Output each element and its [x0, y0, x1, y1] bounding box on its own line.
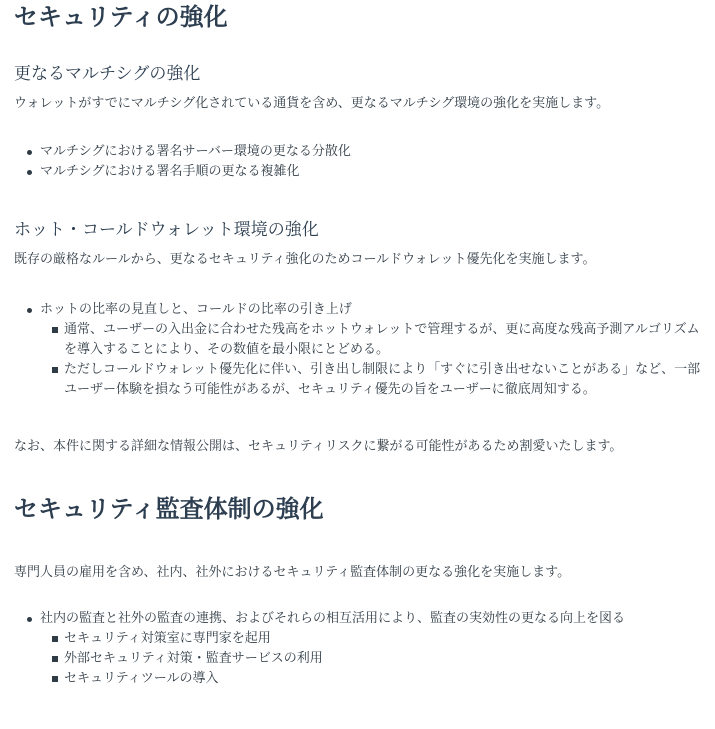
audit-sublist [40, 629, 701, 689]
sub-list-item: ただしコールドウォレット優先化に伴い、引き出し制限により「すぐに引き出せないことがある」など、一部ユーザー体験を損なう可能性があるが、セキュリティ優先の旨をユーザーに徹底周知する。 [40, 360, 701, 400]
list-item [14, 300, 701, 400]
multisig-heading: 更なるマルチシグの強化 [14, 64, 201, 84]
list-item: マルチシグにおける署名手順の更なる複雑化 [14, 162, 701, 182]
multisig-list [14, 142, 701, 182]
hotcold-description: 既存の厳格なルールから、更なるセキュリティ強化のためコールドウォレット優先化を実施します。 [14, 252, 596, 267]
hotcold-list [14, 300, 701, 400]
list-item: マルチシグにおける署名サーバー環境の更なる分散化 [14, 142, 701, 162]
sub-list-item: セキュリティツールの導入 [40, 669, 701, 689]
list-item-text: ホットの比率の見直しと、コールドの比率の引き上げ [40, 302, 352, 317]
audit-description: 専門人員の雇用を含め、社内、社外におけるセキュリティ監査体制の更なる強化を実施します。 [14, 565, 571, 580]
sub-list-item: 外部セキュリティ対策・監査サービスの利用 [40, 649, 701, 669]
sub-list-item: 通常、ユーザーの入出金に合わせた残高をホットウォレットで管理するが、更に高度な残高予測アルゴリズムを導入することにより、その数値を最小限にとどめる。 [40, 320, 701, 360]
list-item [14, 609, 701, 689]
sub-list-item: セキュリティ対策室に専門家を起用 [40, 629, 701, 649]
security-section-title: セキュリティの強化 [14, 3, 228, 31]
list-item-text: 社内の監査と社外の監査の連携、およびそれらの相互活用により、監査の実効性の更なる向上を図る [40, 611, 626, 626]
disclosure-note: なお、本件に関する詳細な情報公開は、セキュリティリスクに繋がる可能性があるため割愛いたします。 [14, 439, 623, 454]
audit-section-title: セキュリティ監査体制の強化 [14, 495, 324, 523]
multisig-description: ウォレットがすでにマルチシグ化されている通貨を含め、更なるマルチシグ環境の強化を実施します。 [14, 96, 610, 111]
hotcold-heading: ホット・コールドウォレット環境の強化 [14, 220, 319, 240]
audit-list [14, 609, 701, 689]
hotcold-sublist [40, 320, 701, 400]
